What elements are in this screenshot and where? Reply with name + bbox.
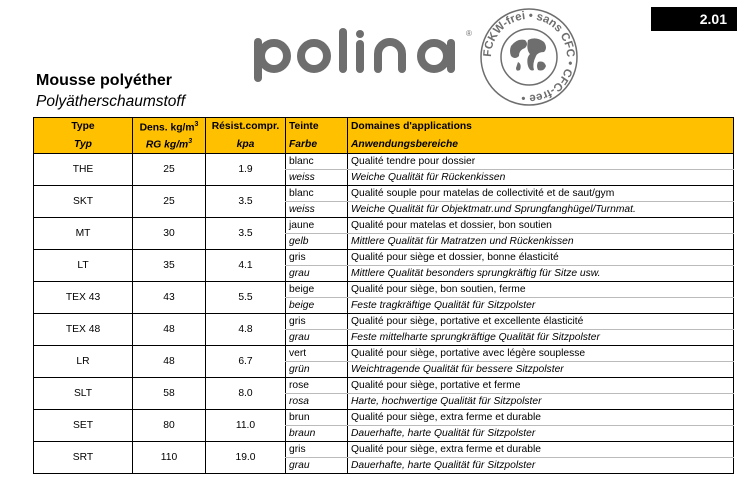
cell-type: SKT xyxy=(34,186,133,218)
cell-color-de: weiss xyxy=(286,170,348,186)
cell-type: THE xyxy=(34,154,133,186)
cell-color-fr: jaune xyxy=(286,218,348,234)
table-row xyxy=(34,442,734,458)
cell-application-fr: Qualité pour siège et dossier, bonne élasticité xyxy=(348,250,734,266)
product-table xyxy=(33,117,734,474)
cell-color-de: grau xyxy=(286,330,348,346)
globe-icon xyxy=(510,38,546,70)
cell-application-de: Mittlere Qualität besonders sprungkräftig für Sitze usw. xyxy=(348,266,734,282)
table-row xyxy=(34,186,734,202)
header-color: Teinte xyxy=(286,118,348,136)
polina-logo xyxy=(248,28,478,82)
cell-color-de: braun xyxy=(286,426,348,442)
cell-application-de: Dauerhafte, harte Qualität für Sitzpolster xyxy=(348,426,734,442)
table-row xyxy=(34,250,734,266)
cell-resistance: 8.0 xyxy=(206,378,286,410)
cell-type: TEX 48 xyxy=(34,314,133,346)
cell-color-fr: blanc xyxy=(286,154,348,170)
header-density: Dens. $kg/m^3$ xyxy=(133,118,206,136)
cell-density: 25 xyxy=(133,154,206,186)
cell-type: SLT xyxy=(34,378,133,410)
table-row xyxy=(34,378,734,394)
cfc-free-stamp xyxy=(478,6,580,108)
table-row xyxy=(34,346,734,362)
cell-resistance: 19.0 xyxy=(206,442,286,474)
cell-application-fr: Qualité pour matelas et dossier, bon soutien xyxy=(348,218,734,234)
cell-application-de: Weiche Qualität für Objektmatr.und Sprungfanghügel/Turnmat. xyxy=(348,202,734,218)
cell-type: SET xyxy=(34,410,133,442)
cell-density: 25 xyxy=(133,186,206,218)
header-applications: Domaines d'applications xyxy=(348,118,734,136)
cell-resistance: 3.5 xyxy=(206,218,286,250)
cell-application-de: Feste tragkräftige Qualität für Sitzpolster xyxy=(348,298,734,314)
cell-application-fr: Qualité souple pour matelas de collectivité et de saut/gym xyxy=(348,186,734,202)
cell-color-fr: gris xyxy=(286,442,348,458)
cell-application-fr: Qualité pour siège, extra ferme et durable xyxy=(348,410,734,426)
header-resistance-de: kpa xyxy=(206,136,286,154)
svg-text:FCKW-frei • sans CFC • CFC-fre: FCKW-frei • sans CFC • CFC-free • xyxy=(481,9,577,105)
cell-density: 30 xyxy=(133,218,206,250)
cell-type: LT xyxy=(34,250,133,282)
header-applications-de: Anwendungsbereiche xyxy=(348,136,734,154)
cell-resistance: 5.5 xyxy=(206,282,286,314)
cell-color-fr: gris xyxy=(286,250,348,266)
cell-color-de: grau xyxy=(286,266,348,282)
cell-color-fr: brun xyxy=(286,410,348,426)
cell-resistance: 1.9 xyxy=(206,154,286,186)
table-row xyxy=(34,218,734,234)
cell-application-de: Dauerhafte, harte Qualität für Sitzpolster xyxy=(348,458,734,474)
header-resistance: Résist.compr. xyxy=(206,118,286,136)
header-type: Type xyxy=(34,118,133,136)
cell-density: 48 xyxy=(133,314,206,346)
cell-application-fr: Qualité pour siège, extra ferme et durable xyxy=(348,442,734,458)
product-title-de: Polyätherschaumstoff xyxy=(36,93,186,110)
cell-color-de: beige xyxy=(286,298,348,314)
table-header-fr xyxy=(34,118,734,136)
cell-application-de: Feste mittelharte sprungkräftige Qualität für Sitzpolster xyxy=(348,330,734,346)
product-title-fr: Mousse polyéther xyxy=(36,72,173,89)
cell-type: LR xyxy=(34,346,133,378)
cell-type: SRT xyxy=(34,442,133,474)
cell-color-de: rosa xyxy=(286,394,348,410)
cell-color-fr: blanc xyxy=(286,186,348,202)
cell-resistance: 3.5 xyxy=(206,186,286,218)
cell-resistance: 4.8 xyxy=(206,314,286,346)
header-color-de: Farbe xyxy=(286,136,348,154)
table-header-de xyxy=(34,136,734,154)
cell-application-fr: Qualité tendre pour dossier xyxy=(348,154,734,170)
cell-application-de: Harte, hochwertige Qualität für Sitzpolster xyxy=(348,394,734,410)
cell-application-fr: Qualité pour siège, bon soutien, ferme xyxy=(348,282,734,298)
cell-color-de: gelb xyxy=(286,234,348,250)
table-row xyxy=(34,282,734,298)
cell-color-fr: beige xyxy=(286,282,348,298)
page-number: 2.01 xyxy=(651,7,737,31)
cell-application-fr: Qualité pour siège, portative et excellente élasticité xyxy=(348,314,734,330)
cell-color-de: grau xyxy=(286,458,348,474)
cell-density: 35 xyxy=(133,250,206,282)
cell-resistance: 4.1 xyxy=(206,250,286,282)
cell-application-de: Weiche Qualität für Rückenkissen xyxy=(348,170,734,186)
cell-color-de: grün xyxy=(286,362,348,378)
header-density-de: RG $kg/m^3$ xyxy=(133,136,206,154)
cell-density: 80 xyxy=(133,410,206,442)
cell-type: MT xyxy=(34,218,133,250)
cell-type: TEX 43 xyxy=(34,282,133,314)
cell-resistance: 6.7 xyxy=(206,346,286,378)
cell-density: 43 xyxy=(133,282,206,314)
table-row xyxy=(34,154,734,170)
cell-color-fr: gris xyxy=(286,314,348,330)
cell-resistance: 11.0 xyxy=(206,410,286,442)
svg-text:®: ® xyxy=(466,29,472,38)
cell-density: 110 xyxy=(133,442,206,474)
cell-color-fr: rose xyxy=(286,378,348,394)
table-row xyxy=(34,410,734,426)
cell-application-de: Mittlere Qualität für Matratzen und Rückenkissen xyxy=(348,234,734,250)
cell-color-fr: vert xyxy=(286,346,348,362)
header-type-de: Typ xyxy=(34,136,133,154)
cell-color-de: weiss xyxy=(286,202,348,218)
cell-application-de: Weichtragende Qualität für bessere Sitzpolster xyxy=(348,362,734,378)
cell-application-fr: Qualité pour siège, portative avec légère souplesse xyxy=(348,346,734,362)
cell-application-fr: Qualité pour siège, portative et ferme xyxy=(348,378,734,394)
cell-density: 58 xyxy=(133,378,206,410)
table-row xyxy=(34,314,734,330)
cell-density: 48 xyxy=(133,346,206,378)
